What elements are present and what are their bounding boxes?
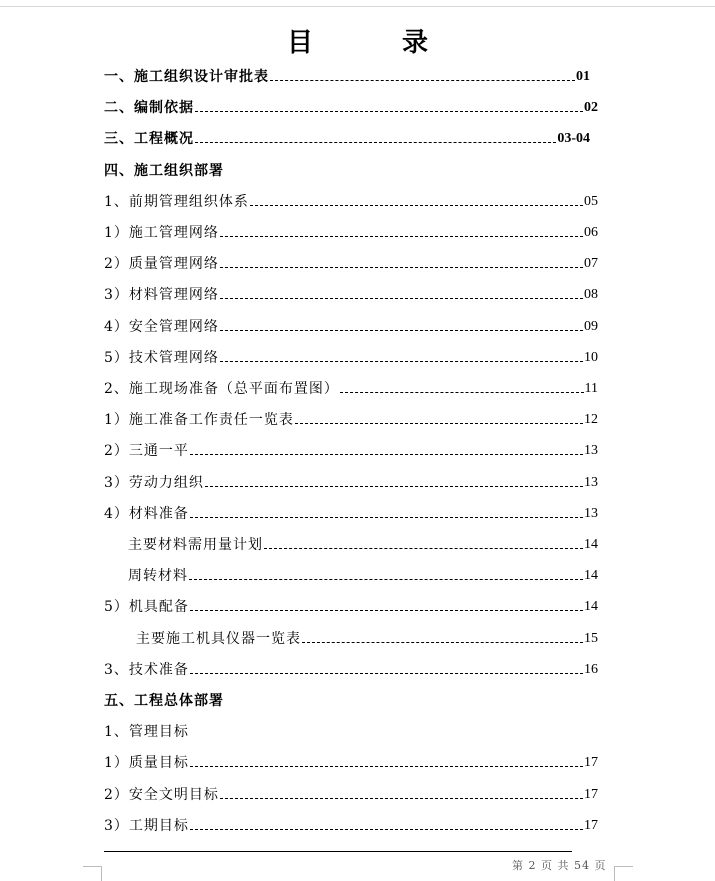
toc-entry-page: 09 bbox=[584, 318, 598, 334]
toc-entry-label: 五、工程总体部署 bbox=[104, 693, 224, 709]
toc-leader-dots bbox=[340, 392, 584, 393]
toc-entry[interactable] bbox=[104, 594, 598, 616]
toc-entry[interactable] bbox=[104, 64, 590, 86]
toc-entry[interactable] bbox=[104, 158, 598, 180]
toc-entry[interactable] bbox=[104, 345, 598, 367]
toc-entry-label: 主要施工机具仪器一览表 bbox=[136, 630, 301, 647]
toc-entry[interactable] bbox=[104, 282, 598, 304]
toc-entry-label: 三、工程概况 bbox=[104, 131, 194, 148]
page-number-footer: 第 2 页 共 54 页 bbox=[512, 859, 607, 872]
toc-leader-dots bbox=[190, 610, 583, 611]
toc-leader-dots bbox=[220, 798, 583, 799]
toc-entry[interactable] bbox=[104, 251, 598, 273]
toc-entry[interactable] bbox=[104, 501, 598, 523]
toc-entry[interactable] bbox=[104, 314, 598, 336]
toc-entry-page: 14 bbox=[584, 537, 598, 552]
toc-entry-label: 1、前期管理组织体系 bbox=[104, 193, 249, 210]
toc-entry-page: 05 bbox=[584, 193, 598, 209]
toc-leader-dots bbox=[190, 829, 583, 830]
toc-entry[interactable] bbox=[104, 782, 598, 804]
toc-entry-page: 11 bbox=[584, 381, 598, 396]
toc-entry-label: 1）质量目标 bbox=[104, 755, 189, 772]
toc-entry-label: 3）工期目标 bbox=[104, 817, 189, 834]
toc-entry-page: 17 bbox=[584, 817, 598, 833]
toc-entry-page: 17 bbox=[584, 786, 598, 802]
toc-entry[interactable] bbox=[128, 563, 598, 585]
toc-entry-page: 06 bbox=[584, 225, 598, 240]
toc-entry-label: 一、施工组织设计审批表 bbox=[104, 69, 269, 85]
toc-leader-dots bbox=[195, 142, 556, 143]
toc-entry-label: 2）质量管理网络 bbox=[104, 256, 219, 273]
toc-entry[interactable] bbox=[104, 220, 598, 242]
toc-leader-dots bbox=[220, 361, 583, 362]
toc-entry[interactable] bbox=[104, 95, 598, 117]
toc-entry[interactable] bbox=[104, 657, 598, 679]
toc-leader-dots bbox=[190, 517, 583, 518]
toc-leader-dots bbox=[190, 673, 583, 674]
toc-entry[interactable] bbox=[104, 189, 598, 211]
toc-leader-dots bbox=[270, 80, 575, 81]
toc-entry-label: 主要材料需用量计划 bbox=[128, 537, 263, 553]
toc-leader-dots bbox=[220, 298, 583, 299]
toc-entry-label: 四、施工组织部署 bbox=[104, 162, 224, 179]
toc-entry-label: 4）材料准备 bbox=[104, 505, 189, 522]
page-top-border bbox=[0, 6, 715, 7]
toc-leader-dots bbox=[250, 205, 583, 206]
toc-entry-label: 1、管理目标 bbox=[104, 724, 189, 741]
toc-entry-page: 03-04 bbox=[557, 131, 590, 147]
toc-entry-label: 3、技术准备 bbox=[104, 661, 189, 678]
toc-entry-page: 12 bbox=[584, 412, 598, 428]
toc-entry-label: 3）材料管理网络 bbox=[104, 287, 219, 304]
footer-divider bbox=[104, 851, 572, 852]
toc-entry[interactable] bbox=[104, 376, 598, 398]
toc-entry-label: 2、施工现场准备（总平面布置图） bbox=[104, 381, 339, 397]
toc-entry-page: 02 bbox=[584, 100, 598, 116]
toc-entry-label: 1）施工准备工作责任一览表 bbox=[104, 412, 294, 429]
toc-entry-label: 二、编制依据 bbox=[104, 100, 194, 117]
toc-entry-label: 4）安全管理网络 bbox=[104, 318, 219, 335]
toc-leader-dots bbox=[220, 330, 583, 331]
toc-entry-page: 15 bbox=[584, 630, 598, 646]
toc-entry[interactable] bbox=[136, 626, 598, 648]
toc-leader-dots bbox=[190, 766, 583, 767]
toc-entry-page: 16 bbox=[584, 661, 598, 677]
toc-entry-page: 13 bbox=[584, 505, 598, 521]
toc-leader-dots bbox=[189, 579, 583, 580]
toc-entry-label: 5）机具配备 bbox=[104, 599, 189, 616]
toc-entry[interactable] bbox=[104, 750, 598, 772]
toc-entry[interactable] bbox=[128, 532, 598, 554]
toc-entry-label: 1）施工管理网络 bbox=[104, 225, 219, 241]
toc-entry[interactable] bbox=[104, 126, 590, 148]
toc-entry-label: 2）三通一平 bbox=[104, 443, 189, 460]
toc-leader-dots bbox=[302, 642, 583, 643]
toc-leader-dots bbox=[195, 111, 583, 112]
toc-entry[interactable] bbox=[104, 470, 598, 492]
toc-entry-page: 01 bbox=[576, 69, 590, 84]
toc-entry[interactable] bbox=[104, 719, 598, 741]
toc-leader-dots bbox=[220, 267, 583, 268]
toc-entry[interactable] bbox=[104, 407, 598, 429]
toc-leader-dots bbox=[205, 486, 583, 487]
toc-entry-label: 周转材料 bbox=[128, 568, 188, 585]
toc-entry[interactable] bbox=[104, 813, 598, 835]
crop-mark-left bbox=[83, 866, 102, 881]
toc-leader-dots bbox=[220, 236, 583, 237]
toc-leader-dots bbox=[295, 423, 583, 424]
page-title: 目 录 bbox=[286, 28, 469, 58]
toc-entry-label: 5）技术管理网络 bbox=[104, 349, 219, 366]
toc-entry-page: 13 bbox=[584, 443, 598, 459]
toc-entry-page: 07 bbox=[584, 256, 598, 272]
toc-entry[interactable] bbox=[104, 438, 598, 460]
crop-mark-right bbox=[614, 866, 633, 881]
toc-entry-label: 2）安全文明目标 bbox=[104, 786, 219, 803]
toc-entry-page: 17 bbox=[584, 755, 598, 771]
toc-leader-dots bbox=[264, 548, 583, 549]
toc-entry-page: 10 bbox=[584, 349, 598, 365]
toc-entry-page: 08 bbox=[584, 287, 598, 303]
toc-leader-dots bbox=[190, 454, 583, 455]
toc-entry-label: 3）劳动力组织 bbox=[104, 474, 204, 491]
toc-entry-page: 14 bbox=[584, 568, 598, 584]
toc-entry[interactable] bbox=[104, 688, 598, 710]
toc-entry-page: 14 bbox=[584, 599, 598, 615]
toc-entry-page: 13 bbox=[584, 474, 598, 490]
